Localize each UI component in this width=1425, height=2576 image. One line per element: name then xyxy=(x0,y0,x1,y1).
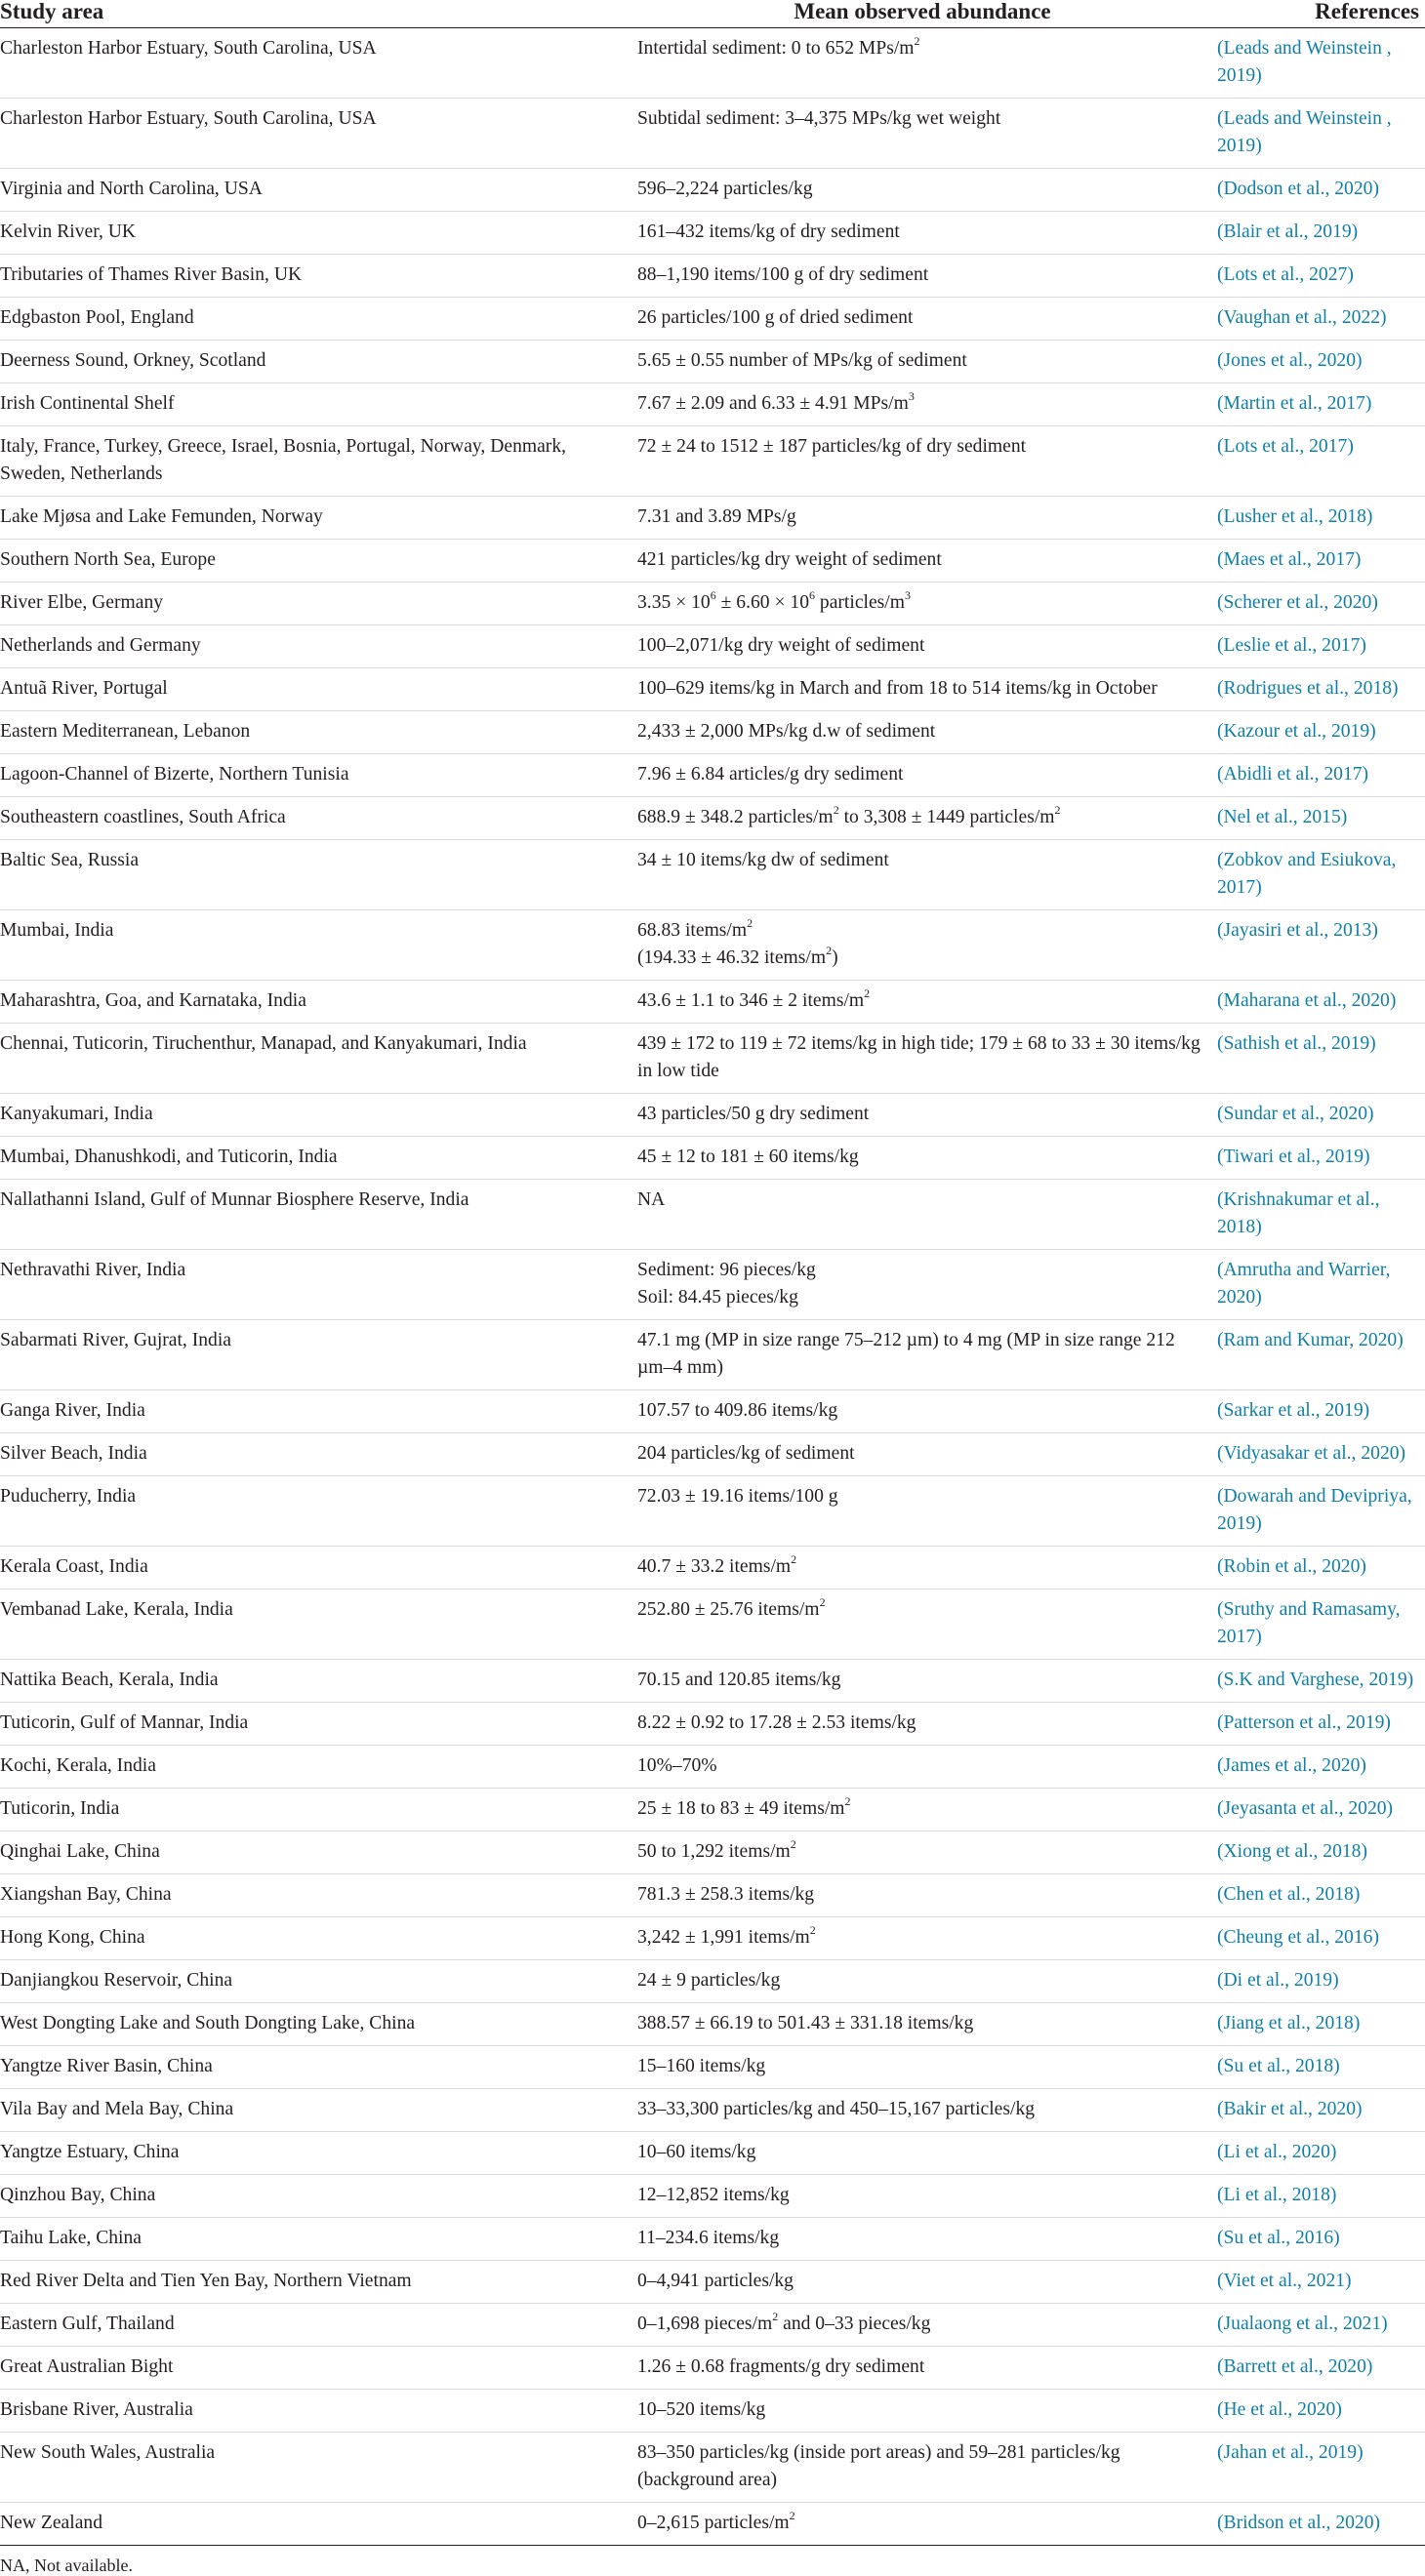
abundance-cell xyxy=(630,711,1215,754)
study-area-cell: Nattika Beach, Kerala, India xyxy=(0,1670,219,1690)
study-area-cell: Puducherry, India xyxy=(0,1486,137,1507)
header-references: References xyxy=(1315,0,1419,23)
reference-link[interactable]: (Amrutha and Warrier, 2020) xyxy=(1217,1260,1391,1308)
study-area-cell: Qinghai Lake, China xyxy=(0,1841,160,1862)
study-area-cell: Nallathanni Island, Gulf of Munnar Biosphere Reserve, India xyxy=(0,1189,469,1210)
abundance-text: 107.57 to 409.86 items/kg xyxy=(637,1400,838,1421)
superscript: 2 xyxy=(833,803,839,817)
table-row xyxy=(0,1960,1425,2003)
study-area-cell: Kanyakumari, India xyxy=(0,1104,153,1124)
table-row xyxy=(0,2175,1425,2218)
study-area-cell: Tuticorin, India xyxy=(0,1798,120,1819)
reference-link[interactable]: (Lots et al., 2027) xyxy=(1217,264,1354,285)
reference-link[interactable]: (Jones et al., 2020) xyxy=(1217,350,1363,371)
abundance-text: 72 ± 24 to 1512 ± 187 particles/kg of dry sediment xyxy=(637,436,1027,457)
table-row xyxy=(0,625,1425,668)
table-row xyxy=(0,2046,1425,2089)
table-row xyxy=(0,2433,1425,2503)
abundance-text: 11–234.6 items/kg xyxy=(637,2228,780,2248)
abundance-text: 5.65 ± 0.55 number of MPs/kg of sediment xyxy=(637,350,967,371)
table-footnote: NA, Not available. xyxy=(0,2556,133,2575)
superscript: 2 xyxy=(809,1923,816,1937)
study-area-cell: Eastern Mediterranean, Lebanon xyxy=(0,721,251,742)
abundance-text: and 0–33 pieces/kg xyxy=(778,2314,931,2334)
reference-link[interactable]: (Bakir et al., 2020) xyxy=(1217,2099,1363,2119)
table-row xyxy=(0,341,1425,383)
table-row xyxy=(0,910,1425,981)
study-area-cell: Great Australian Bight xyxy=(0,2356,174,2377)
reference-link[interactable]: (Rodrigues et al., 2018) xyxy=(1217,678,1399,699)
study-area-cell: Silver Beach, India xyxy=(0,1443,147,1464)
abundance-text: 0–1,698 pieces/m xyxy=(637,2314,773,2334)
abundance-text: Sediment: 96 pieces/kg xyxy=(637,1260,816,1280)
reference-link[interactable]: (Li et al., 2020) xyxy=(1217,2142,1337,2162)
abundance-text: 83–350 particles/kg (inside port areas) and 59–281 particles/kg (background area) xyxy=(637,2442,1120,2490)
table-row xyxy=(0,426,1425,497)
abundance-text: ) xyxy=(832,947,838,968)
table-row xyxy=(0,1831,1425,1874)
abundance-text: NA xyxy=(637,1189,666,1210)
abundance-cell xyxy=(630,1024,1215,1094)
abundance-cell xyxy=(630,1831,1215,1874)
study-area-cell: Chennai, Tuticorin, Tiruchenthur, Manapad, and Kanyakumari, India xyxy=(0,1033,527,1054)
abundance-text: 15–160 items/kg xyxy=(637,2056,766,2076)
study-area-cell: Tributaries of Thames River Basin, UK xyxy=(0,264,303,285)
reference-link[interactable]: (Sarkar et al., 2019) xyxy=(1217,1400,1370,1421)
study-area-cell: Yangtze River Basin, China xyxy=(0,2056,213,2076)
abundance-cell xyxy=(630,1094,1215,1137)
reference-link[interactable]: (Leslie et al., 2017) xyxy=(1217,635,1366,656)
abundance-text: 7.67 ± 2.09 and 6.33 ± 4.91 MPs/m xyxy=(637,393,909,414)
header-study-area: Study area xyxy=(0,0,104,23)
table-row xyxy=(0,1250,1425,1320)
reference-link[interactable]: (Lots et al., 2017) xyxy=(1217,436,1354,457)
superscript: 2 xyxy=(819,1595,826,1609)
reference-link[interactable]: (Maharana et al., 2020) xyxy=(1217,990,1397,1011)
study-area-cell: Qinzhou Bay, China xyxy=(0,2185,156,2205)
study-area-cell: Lake Mjøsa and Lake Femunden, Norway xyxy=(0,506,323,527)
reference-link[interactable]: (Robin et al., 2020) xyxy=(1217,1556,1366,1577)
table-row xyxy=(0,1703,1425,1746)
table-row xyxy=(0,1024,1425,1094)
superscript: 2 xyxy=(1054,803,1061,817)
abundance-text: 25 ± 18 to 83 ± 49 items/m xyxy=(637,1798,845,1819)
study-area-cell: Charleston Harbor Estuary, South Carolina, USA xyxy=(0,108,377,129)
reference-link[interactable]: (Xiong et al., 2018) xyxy=(1217,1841,1367,1862)
table-row xyxy=(0,2089,1425,2132)
reference-link[interactable]: (Maes et al., 2017) xyxy=(1217,549,1362,570)
study-area-cell: Hong Kong, China xyxy=(0,1927,145,1948)
abundance-cell xyxy=(630,383,1215,426)
abundance-text: Intertidal sediment: 0 to 652 MPs/m xyxy=(637,38,915,59)
study-area-cell: Mumbai, India xyxy=(0,920,114,941)
abundance-cell xyxy=(630,212,1215,255)
abundance-text: 7.96 ± 6.84 articles/g dry sediment xyxy=(637,764,904,785)
abundance-text: 7.31 and 3.89 MPs/g xyxy=(637,506,796,527)
abundance-cell xyxy=(630,910,1215,981)
table-row xyxy=(0,1476,1425,1547)
superscript: 2 xyxy=(790,1837,796,1851)
abundance-text: 161–432 items/kg of dry sediment xyxy=(637,221,900,242)
reference-link[interactable]: (Jiang et al., 2018) xyxy=(1217,2013,1361,2033)
table-row xyxy=(0,1917,1425,1960)
study-area-cell: River Elbe, Germany xyxy=(0,592,164,613)
abundance-text: 2,433 ± 2,000 MPs/kg d.w of sediment xyxy=(637,721,936,742)
abundance-text: 388.57 ± 66.19 to 501.43 ± 331.18 items/kg xyxy=(637,2013,974,2033)
header-abundance: Mean observed abundance xyxy=(794,0,1051,23)
abundance-cell xyxy=(630,981,1215,1024)
study-area-cell: Nethravathi River, India xyxy=(0,1260,186,1280)
abundance-text: 70.15 and 120.85 items/kg xyxy=(637,1670,841,1690)
table-row xyxy=(0,668,1425,711)
abundance-text: 3.35 × 10 xyxy=(637,592,711,613)
abundance-text: to 3,308 ± 1449 particles/m xyxy=(838,807,1055,827)
abundance-text: 0–4,941 particles/kg xyxy=(637,2271,794,2291)
study-area-cell: Kerala Coast, India xyxy=(0,1556,148,1577)
abundance-cell xyxy=(630,1746,1215,1789)
abundance-cell xyxy=(630,2175,1215,2218)
abundance-text: ± 6.60 × 10 xyxy=(715,592,810,613)
study-area-cell: Lagoon-Channel of Bizerte, Northern Tunisia xyxy=(0,764,349,785)
table-row xyxy=(0,2503,1425,2546)
reference-link[interactable]: (Jayasiri et al., 2013) xyxy=(1217,920,1378,941)
table-row xyxy=(0,1320,1425,1390)
study-area-cell: Virginia and North Carolina, USA xyxy=(0,179,263,199)
table-row xyxy=(0,981,1425,1024)
abundance-text: 43.6 ± 1.1 to 346 ± 2 items/m xyxy=(637,990,865,1011)
table-row xyxy=(0,1746,1425,1789)
reference-link[interactable]: (Di et al., 2019) xyxy=(1217,1970,1339,1991)
table-row xyxy=(0,1433,1425,1476)
abundance-text: 40.7 ± 33.2 items/m xyxy=(637,1556,792,1577)
table-row xyxy=(0,1180,1425,1250)
reference-link[interactable]: (Patterson et al., 2019) xyxy=(1217,1712,1391,1733)
superscript: 6 xyxy=(809,588,816,602)
abundance-cell xyxy=(630,1590,1215,1660)
reference-link[interactable]: (Leads and Weinstein , 2019) xyxy=(1217,108,1392,156)
abundance-cell xyxy=(630,1917,1215,1960)
table-row xyxy=(0,583,1425,625)
study-area-cell: Maharashtra, Goa, and Karnataka, India xyxy=(0,990,306,1011)
abundance-cell xyxy=(630,1874,1215,1917)
abundance-text: 688.9 ± 348.2 particles/m xyxy=(637,807,834,827)
superscript: 3 xyxy=(904,588,911,602)
reference-link[interactable]: (Lusher et al., 2018) xyxy=(1217,506,1373,527)
abundance-cell xyxy=(630,2261,1215,2304)
table-header xyxy=(0,0,1425,28)
table-row xyxy=(0,2261,1425,2304)
table-row xyxy=(0,2347,1425,2390)
table-row xyxy=(0,169,1425,212)
study-area-cell: Vembanad Lake, Kerala, India xyxy=(0,1599,233,1620)
abundance-cell xyxy=(630,2304,1215,2347)
abundance-text: 10–520 items/kg xyxy=(637,2399,766,2420)
superscript: 6 xyxy=(710,588,716,602)
study-area-cell: Italy, France, Turkey, Greece, Israel, Bosnia, Portugal, Norway, Denmark, Sweden, Netherlands xyxy=(0,436,567,484)
reference-link[interactable]: (Blair et al., 2019) xyxy=(1217,221,1359,242)
table-body xyxy=(0,28,1425,2546)
table-row xyxy=(0,1137,1425,1180)
abundance-cell xyxy=(630,2089,1215,2132)
study-area-cell: Ganga River, India xyxy=(0,1400,145,1421)
reference-link[interactable]: (Jahan et al., 2019) xyxy=(1217,2442,1364,2463)
table-row xyxy=(0,1874,1425,1917)
reference-link[interactable]: (Leads and Weinstein , 2019) xyxy=(1217,38,1392,86)
table-row xyxy=(0,1390,1425,1433)
abundance-text: 10%–70% xyxy=(637,1755,717,1776)
reference-link[interactable]: (Sundar et al., 2020) xyxy=(1217,1104,1374,1124)
study-area-cell: Red River Delta and Tien Yen Bay, Northern Vietnam xyxy=(0,2271,412,2291)
table-row xyxy=(0,711,1425,754)
abundance-cell xyxy=(630,1476,1215,1547)
table-row xyxy=(0,1789,1425,1831)
abundance-text: 596–2,224 particles/kg xyxy=(637,179,813,199)
abundance-cell xyxy=(630,426,1215,497)
abundance-text: 8.22 ± 0.92 to 17.28 ± 2.53 items/kg xyxy=(637,1712,916,1733)
abundance-cell xyxy=(630,1433,1215,1476)
reference-link[interactable]: (He et al., 2020) xyxy=(1217,2399,1342,2420)
abundance-text: 12–12,852 items/kg xyxy=(637,2185,790,2205)
reference-link[interactable]: (Chen et al., 2018) xyxy=(1217,1884,1361,1905)
abundance-cell xyxy=(630,341,1215,383)
table-row xyxy=(0,540,1425,583)
reference-link[interactable]: (Su et al., 2016) xyxy=(1217,2228,1340,2248)
study-area-cell: Brisbane River, Australia xyxy=(0,2399,193,2420)
table-row xyxy=(0,1660,1425,1703)
superscript: 2 xyxy=(914,34,920,48)
reference-link[interactable]: (Scherer et al., 2020) xyxy=(1217,592,1378,613)
study-area-cell: New Zealand xyxy=(0,2513,102,2533)
superscript: 2 xyxy=(864,986,871,1000)
study-area-cell: Tuticorin, Gulf of Mannar, India xyxy=(0,1712,249,1733)
abundance-text: 439 ± 172 to 119 ± 72 items/kg in high tide; 179 ± 68 to 33 ± 30 items/kg in low tide xyxy=(637,1033,1201,1081)
reference-link[interactable]: (Dodson et al., 2020) xyxy=(1217,179,1379,199)
abundance-cell xyxy=(630,625,1215,668)
abundance-cell xyxy=(630,2132,1215,2175)
abundance-text: 204 particles/kg of sediment xyxy=(637,1443,855,1464)
reference-link[interactable]: (Barrett et al., 2020) xyxy=(1217,2356,1373,2377)
abundance-text: (194.33 ± 46.32 items/m xyxy=(637,947,827,968)
abundance-cell xyxy=(630,540,1215,583)
superscript: 3 xyxy=(908,389,915,403)
table-row xyxy=(0,754,1425,797)
abundance-text: 100–2,071/kg dry weight of sediment xyxy=(637,635,925,656)
table-row xyxy=(0,1547,1425,1590)
table-row xyxy=(0,1094,1425,1137)
superscript: 2 xyxy=(791,1552,797,1566)
abundance-text: 72.03 ± 19.16 items/100 g xyxy=(637,1486,838,1507)
abundance-cell xyxy=(630,2433,1215,2503)
study-area-cell: Southeastern coastlines, South Africa xyxy=(0,807,286,827)
abundance-text: 421 particles/kg dry weight of sediment xyxy=(637,549,942,570)
study-area-cell: Antuã River, Portugal xyxy=(0,678,168,699)
reference-link[interactable]: (Tiwari et al., 2019) xyxy=(1217,1147,1370,1167)
abundance-text: 26 particles/100 g of dried sediment xyxy=(637,307,914,328)
study-area-cell: Taihu Lake, China xyxy=(0,2228,142,2248)
abundance-cell xyxy=(630,1703,1215,1746)
abundance-text: 781.3 ± 258.3 items/kg xyxy=(637,1884,815,1905)
abundance-cell xyxy=(630,583,1215,625)
reference-link[interactable]: (Nel et al., 2015) xyxy=(1217,807,1348,827)
abundance-cell xyxy=(630,2218,1215,2261)
reference-link[interactable]: (Jeyasanta et al., 2020) xyxy=(1217,1798,1394,1819)
abundance-cell xyxy=(630,2503,1215,2546)
abundance-cell xyxy=(630,298,1215,341)
table-row xyxy=(0,2132,1425,2175)
abundance-text: 24 ± 9 particles/kg xyxy=(637,1970,781,1991)
abundance-text: 10–60 items/kg xyxy=(637,2142,756,2162)
abundance-cell xyxy=(630,1789,1215,1831)
abundance-cell xyxy=(630,1547,1215,1590)
abundance-text: 47.1 mg (MP in size range 75–212 µm) to 4 mg (MP in size range 212 µm–4 mm) xyxy=(637,1330,1175,1378)
reference-link[interactable]: (Bridson et al., 2020) xyxy=(1217,2513,1381,2533)
study-area-cell: Charleston Harbor Estuary, South Carolina, USA xyxy=(0,38,377,59)
abundance-cell xyxy=(630,1660,1215,1703)
abundance-text: 45 ± 12 to 181 ± 60 items/kg xyxy=(637,1147,859,1167)
abundance-cell xyxy=(630,1137,1215,1180)
table-row xyxy=(0,298,1425,341)
table-row xyxy=(0,2304,1425,2347)
abundance-cell xyxy=(630,668,1215,711)
abundance-cell xyxy=(630,28,1215,99)
study-area-cell: Deerness Sound, Orkney, Scotland xyxy=(0,350,266,371)
abundance-text: 1.26 ± 0.68 fragments/g dry sediment xyxy=(637,2356,925,2377)
reference-link[interactable]: (Cheung et al., 2016) xyxy=(1217,1927,1379,1948)
table-row xyxy=(0,2390,1425,2433)
reference-link[interactable]: (Zobkov and Esiukova, 2017) xyxy=(1217,850,1397,898)
reference-link[interactable]: (Kazour et al., 2019) xyxy=(1217,721,1376,742)
abundance-cell xyxy=(630,754,1215,797)
study-area-cell: Edgbaston Pool, England xyxy=(0,307,194,328)
abundance-text: 33–33,300 particles/kg and 450–15,167 particles/kg xyxy=(637,2099,1036,2119)
abundance-text: 43 particles/50 g dry sediment xyxy=(637,1104,870,1124)
table-row xyxy=(0,797,1425,840)
study-area-cell: West Dongting Lake and South Dongting Lake, China xyxy=(0,2013,416,2033)
abundance-cell xyxy=(630,255,1215,298)
reference-link[interactable]: (James et al., 2020) xyxy=(1217,1755,1366,1776)
superscript: 2 xyxy=(826,944,833,957)
table-row xyxy=(0,383,1425,426)
abundance-cell xyxy=(630,497,1215,540)
abundance-cell xyxy=(630,840,1215,910)
abundance-cell xyxy=(630,2046,1215,2089)
header-row xyxy=(0,0,1425,28)
reference-link[interactable]: (Sathish et al., 2019) xyxy=(1217,1033,1376,1054)
abundance-text: Soil: 84.45 pieces/kg xyxy=(637,1287,798,1308)
abundance-cell xyxy=(630,169,1215,212)
study-area-cell: Netherlands and Germany xyxy=(0,635,201,656)
abundance-text: 3,242 ± 1,991 items/m xyxy=(637,1927,810,1948)
abundance-text: 50 to 1,292 items/m xyxy=(637,1841,791,1862)
abundance-text: 0–2,615 particles/m xyxy=(637,2513,790,2533)
study-area-cell: Mumbai, Dhanushkodi, and Tuticorin, India xyxy=(0,1147,338,1167)
abundance-cell xyxy=(630,99,1215,169)
study-area-cell: Eastern Gulf, Thailand xyxy=(0,2314,175,2334)
reference-link[interactable]: (Martin et al., 2017) xyxy=(1217,393,1372,414)
abundance-cell xyxy=(630,2390,1215,2433)
reference-link[interactable]: (Sruthy and Ramasamy, 2017) xyxy=(1217,1599,1401,1647)
table-row xyxy=(0,255,1425,298)
table-row xyxy=(0,840,1425,910)
abundance-cell xyxy=(630,797,1215,840)
table-row xyxy=(0,99,1425,169)
superscript: 2 xyxy=(844,1794,851,1808)
reference-link[interactable]: (Krishnakumar et al., 2018) xyxy=(1217,1189,1380,1237)
abundance-text: 252.80 ± 25.76 items/m xyxy=(637,1599,820,1620)
study-area-cell: Danjiangkou Reservoir, China xyxy=(0,1970,233,1991)
study-area-cell: Yangtze Estuary, China xyxy=(0,2142,180,2162)
reference-link[interactable]: (S.K and Varghese, 2019) xyxy=(1217,1670,1414,1690)
abundance-cell xyxy=(630,2347,1215,2390)
study-area-cell: Sabarmati River, Gujrat, India xyxy=(0,1330,231,1350)
superscript: 2 xyxy=(747,916,753,930)
abundance-cell xyxy=(630,2003,1215,2046)
table-row xyxy=(0,212,1425,255)
study-area-cell: Vila Bay and Mela Bay, China xyxy=(0,2099,234,2119)
abundance-text: 100–629 items/kg in March and from 18 to 514 items/kg in October xyxy=(637,678,1158,699)
abundance-cell xyxy=(630,1390,1215,1433)
study-area-cell: Irish Continental Shelf xyxy=(0,393,175,414)
table-row xyxy=(0,1590,1425,1660)
reference-link[interactable]: (Li et al., 2018) xyxy=(1217,2185,1337,2205)
reference-link[interactable]: (Vaughan et al., 2022) xyxy=(1217,307,1387,328)
study-area-cell: Kochi, Kerala, India xyxy=(0,1755,156,1776)
reference-link[interactable]: (Jualaong et al., 2021) xyxy=(1217,2314,1388,2334)
abundance-text: 68.83 items/m xyxy=(637,920,748,941)
study-area-cell: Baltic Sea, Russia xyxy=(0,850,140,870)
abundance-text: Subtidal sediment: 3–4,375 MPs/kg wet weight xyxy=(637,108,1001,129)
table-row xyxy=(0,2003,1425,2046)
reference-link[interactable]: (Abidli et al., 2017) xyxy=(1217,764,1369,785)
study-area-cell: Xiangshan Bay, China xyxy=(0,1884,172,1905)
abundance-cell xyxy=(630,1960,1215,2003)
reference-link[interactable]: (Su et al., 2018) xyxy=(1217,2056,1340,2076)
study-area-cell: New South Wales, Australia xyxy=(0,2442,216,2463)
table-row xyxy=(0,497,1425,540)
abundance-text: particles/m xyxy=(815,592,905,613)
superscript: 2 xyxy=(789,2509,795,2522)
abundance-cell xyxy=(630,1320,1215,1390)
abundance-text: 34 ± 10 items/kg dw of sediment xyxy=(637,850,889,870)
reference-link[interactable]: (Viet et al., 2021) xyxy=(1217,2271,1352,2291)
reference-link[interactable]: (Dowarah and Devipriya, 2019) xyxy=(1217,1486,1412,1534)
table-row xyxy=(0,28,1425,99)
reference-link[interactable]: (Vidyasakar et al., 2020) xyxy=(1217,1443,1406,1464)
abundance-cell xyxy=(630,1180,1215,1250)
reference-link[interactable]: (Ram and Kumar, 2020) xyxy=(1217,1330,1404,1350)
abundance-cell xyxy=(630,1250,1215,1320)
superscript: 2 xyxy=(772,2310,779,2323)
study-area-cell: Southern North Sea, Europe xyxy=(0,549,216,570)
table-row xyxy=(0,2218,1425,2261)
abundance-text: 88–1,190 items/100 g of dry sediment xyxy=(637,264,929,285)
study-area-cell: Kelvin River, UK xyxy=(0,221,137,242)
